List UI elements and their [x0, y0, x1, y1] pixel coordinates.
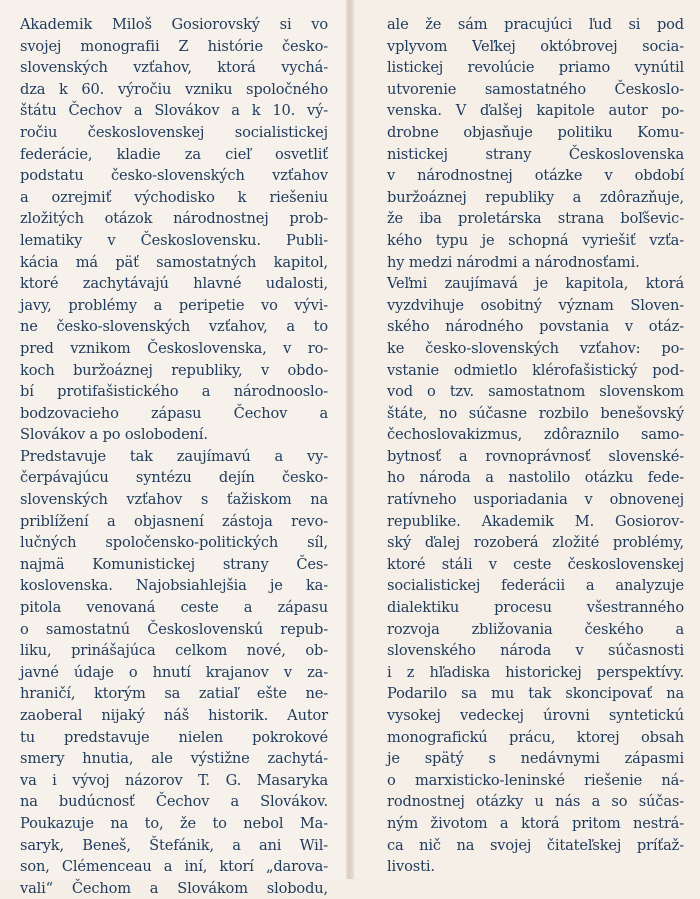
text-line: ne česko-slovenských vzťahov, a to [20, 318, 328, 336]
text-line: rozvoja zbližovania českého a [387, 620, 684, 638]
text-line: ktoré stáli v ceste československej [387, 555, 684, 573]
book-gutter [346, 0, 354, 879]
text-line: koch buržoáznej republiky, v obdo- [20, 361, 328, 379]
text-line: drobne objasňuje politiku Komu- [387, 123, 684, 141]
text-line: livosti. [387, 858, 435, 876]
text-line: vali“ Čechom a Slovákom slobodu, [20, 879, 328, 897]
text-line: son, Clémenceau a iní, ktorí „darova- [20, 858, 328, 876]
text-line: javy, problémy a peripetie vo vývi- [20, 296, 328, 314]
text-line: rodnostnej otázky u nás a so súčas- [387, 793, 684, 811]
text-line: hy medzi národmi a národnosťami. [387, 253, 640, 271]
text-line: venska. V ďalšej kapitole autor po- [387, 102, 684, 120]
text-line: federácie, kladie za cieľ osvetliť [20, 145, 328, 163]
text-line: lučných spoločensko-politických síl, [20, 534, 328, 552]
text-line: nistickej strany Československa [387, 145, 684, 163]
text-line: kácia má päť samostatných kapitol, [20, 253, 328, 271]
left-text-column [20, 14, 328, 899]
text-line: ský ďalej rozoberá zložité problémy, [387, 534, 684, 552]
text-line: vod o tzv. samostatnom slovenskom [387, 383, 684, 401]
text-line: Poukazuje na to, že to nebol Ma- [20, 814, 328, 832]
text-line: Akademik Miloš Gosiorovský si vo [20, 16, 328, 33]
text-line: vyzdvihuje osobitný význam Sloven- [387, 296, 684, 314]
text-line: štáte, no súčasne rozbilo benešovský [387, 404, 684, 422]
text-line: slovenského národa v súčasnosti [387, 642, 684, 660]
text-line: dialektiku procesu všestranného [387, 599, 684, 617]
text-line: pitola venovaná ceste a zápasu [20, 599, 328, 617]
text-line: priblížení a objasnení zástoja revo- [20, 512, 328, 530]
text-line: čerpávajúcu syntézu dejín česko- [20, 469, 328, 487]
text-line: štátu Čechov a Slovákov a k 10. vý- [20, 102, 328, 120]
text-line: monografickú prácu, ktorej obsah [387, 728, 684, 746]
text-line: čechoslovakizmus, zdôraznilo samo- [387, 426, 684, 444]
text-line: a ozrejmiť východisko k riešeniu [20, 188, 328, 206]
text-line: saryk, Beneš, Štefánik, a ani Wil- [20, 836, 328, 854]
text-line: Podarilo sa mu tak skoncipovať na [387, 685, 684, 703]
text-line: zložitých otázok národnostnej prob- [20, 210, 328, 228]
text-line: va i vývoj názorov T. G. Masaryka [20, 771, 328, 789]
text-line: socialistickej federácii a analyzuje [387, 577, 684, 595]
text-line: lematiky v Československu. Publi- [20, 231, 328, 249]
text-line: najmä Komunistickej strany Čes- [20, 555, 328, 573]
text-line: vstanie odmietlo klérofašistický pod- [387, 361, 684, 379]
text-line: je spätý s nedávnymi zápasmi [387, 750, 684, 768]
text-line: ke česko-slovenských vzťahov: po- [387, 339, 684, 357]
text-line: ročiu československej socialistickej [20, 123, 328, 141]
right-text-column [387, 14, 684, 878]
text-line: slovenských vzťahov, ktorá vychá- [20, 59, 328, 77]
text-line: ale že sám pracujúci ľud si pod [387, 16, 684, 33]
text-line: zaoberal nijaký náš historik. Autor [20, 707, 328, 724]
text-line: Veľmi zaujímavá je kapitola, ktorá [387, 275, 684, 293]
text-line: utvorenie samostatného Českoslo- [387, 80, 684, 98]
text-line: ratívneho usporiadania v obnovenej [387, 491, 684, 509]
text-line: i z hľadiska historickej perspektívy. [387, 663, 684, 681]
text-line: bytnosť a rovnoprávnosť slovenské- [387, 447, 684, 465]
text-line: republike. Akademik M. Gosiorov- [387, 512, 684, 530]
text-line: tu predstavuje nielen pokrokové [20, 728, 328, 746]
text-line: ho národa a nastolilo otázku fede- [387, 469, 684, 487]
text-line: svojej monografii Z histórie česko- [20, 37, 328, 55]
text-line: na budúcnosť Čechov a Slovákov. [20, 793, 328, 811]
text-line: pred vznikom Československa, v ro- [20, 339, 328, 357]
text-line: o samostatnú Československú repub- [20, 620, 328, 638]
text-line: o marxisticko-leninské riešenie ná- [387, 771, 684, 789]
text-line: Slovákov a po oslobodení. [20, 426, 208, 444]
text-line: bodzovacieho zápasu Čechov a [20, 404, 328, 422]
text-line: listickej revolúcie priamo vynútil [387, 59, 684, 77]
text-line: ktoré zachytávajú hlavné udalosti, [20, 275, 328, 293]
text-line: liku, prinášajúca celkom nové, ob- [20, 642, 328, 660]
text-line: hraničí, ktorým sa zatiaľ ešte ne- [20, 685, 328, 703]
text-line: koslovenska. Najobsiahlejšia je ka- [20, 577, 328, 595]
text-line: v národnostnej otázke v období [387, 167, 684, 185]
text-line: podstatu česko-slovenských vzťahov [20, 167, 328, 185]
text-line: kého typu je schopná vyriešiť vzťa- [387, 231, 684, 249]
text-line: buržoáznej republiky a zdôrazňuje, [387, 188, 684, 206]
text-line: Predstavuje tak zaujímavú a vy- [20, 447, 328, 465]
text-line: slovenských vzťahov s ťažiskom na [20, 491, 328, 509]
text-line: javné údaje o hnutí krajanov v za- [20, 663, 328, 681]
text-line: vplyvom Veľkej októbrovej socia- [387, 37, 684, 55]
text-line: bí protifašistického a národnooslo- [20, 383, 328, 401]
text-line: dza k 60. výročiu vzniku spoločného [20, 80, 328, 98]
text-line: vysokej vedeckej úrovni syntetickú [387, 707, 684, 724]
text-line: že iba proletárska strana boľševic- [387, 210, 684, 228]
text-line: ným životom a ktorá pritom nestrá- [387, 814, 684, 832]
text-line: smery hnutia, ale výstižne zachytá- [20, 750, 328, 768]
text-line: ca nič na svojej čitateľskej príťaž- [387, 836, 684, 854]
text-line: ského národného povstania v otáz- [387, 318, 684, 336]
